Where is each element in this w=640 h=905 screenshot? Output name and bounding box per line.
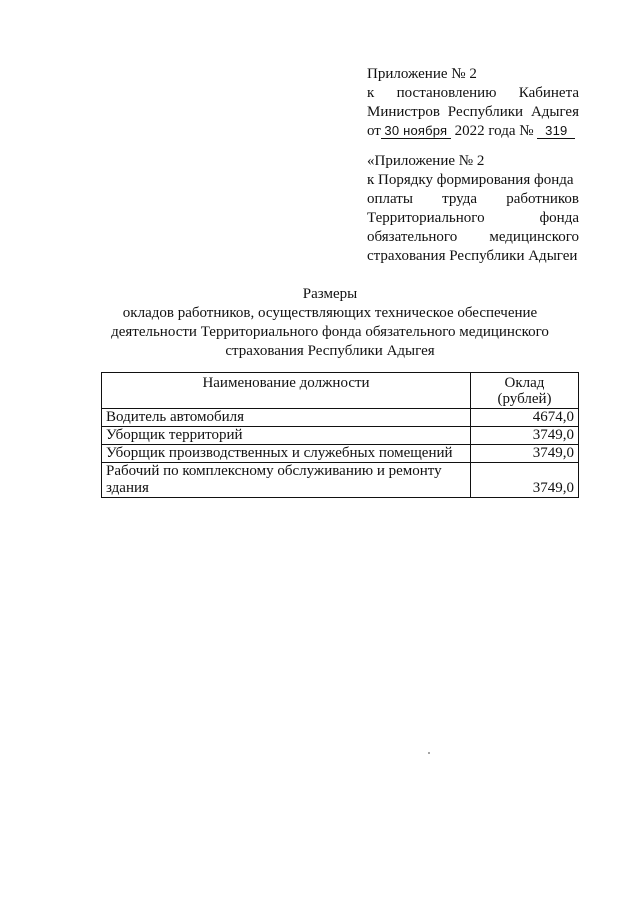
title-line: деятельности Территориального фонда обязательного медицинского [111,324,549,340]
table-row [102,427,579,445]
appendix-word: труда [442,191,477,207]
appendix-word: к [367,85,375,101]
salary-value: 3749,0 [471,427,579,445]
scan-speck [428,752,430,754]
handwritten-number: 319 [537,123,575,139]
appendix-line: страхования Республики Адыгеи [367,248,578,264]
table-row [102,409,579,427]
salary-table [101,372,579,498]
position-name: Уборщик производственных и служебных помещений [102,445,471,463]
appendix-word: обязательного [367,229,458,245]
table-header-row [102,373,579,409]
appendix-word: медицинского [489,229,579,245]
appendix-line-ministers [367,103,579,122]
salary-value: 4674,0 [471,409,579,427]
appendix-header-resolution [367,65,579,141]
appendix-title: Приложение № 2 [367,66,477,82]
appendix-line: к Порядку формирования фонда [367,172,574,188]
appendix-header-procedure [367,152,579,266]
position-name [102,463,471,498]
appendix-word: Территориального [367,210,485,226]
header-salary-label: Оклад [504,375,545,391]
appendix-line [367,209,579,228]
appendix-line-resolution [367,84,579,103]
title-line: страхования Республики Адыгея [225,343,435,359]
appendix-word: постановлению [396,85,497,101]
appendix-line [367,228,579,247]
table-row [102,445,579,463]
document-title [80,285,580,361]
header-salary-unit: (рублей) [497,391,552,407]
salary-value: 3749,0 [471,463,579,498]
position-name-line: здания [106,480,149,496]
appendix-word: работников [506,191,579,207]
appendix-date-line [367,122,579,141]
table-row [102,463,579,498]
appendix-word: Министров [367,104,440,120]
appendix-word: Республики [447,104,524,120]
position-name: Водитель автомобиля [102,409,471,427]
appendix-word: фонда [539,210,579,226]
appendix-line [367,190,579,209]
year-text: 2022 года № [454,123,534,139]
handwritten-date: 30 ноября [381,123,451,139]
salary-value: 3749,0 [471,445,579,463]
appendix-title: «Приложение № 2 [367,153,485,169]
appendix-word: оплаты [367,191,413,207]
date-prefix: от [367,123,381,139]
position-name-line: Рабочий по комплексному обслуживанию и ремонту [106,463,442,479]
header-position-name: Наименование должности [102,373,471,409]
title-line: окладов работников, осуществляющих техническое обеспечение [122,305,538,321]
title-heading: Размеры [302,286,358,302]
position-name: Уборщик территорий [102,427,471,445]
header-salary [471,373,579,409]
appendix-word: Адыгея [530,104,579,120]
appendix-word: Кабинета [518,85,579,101]
